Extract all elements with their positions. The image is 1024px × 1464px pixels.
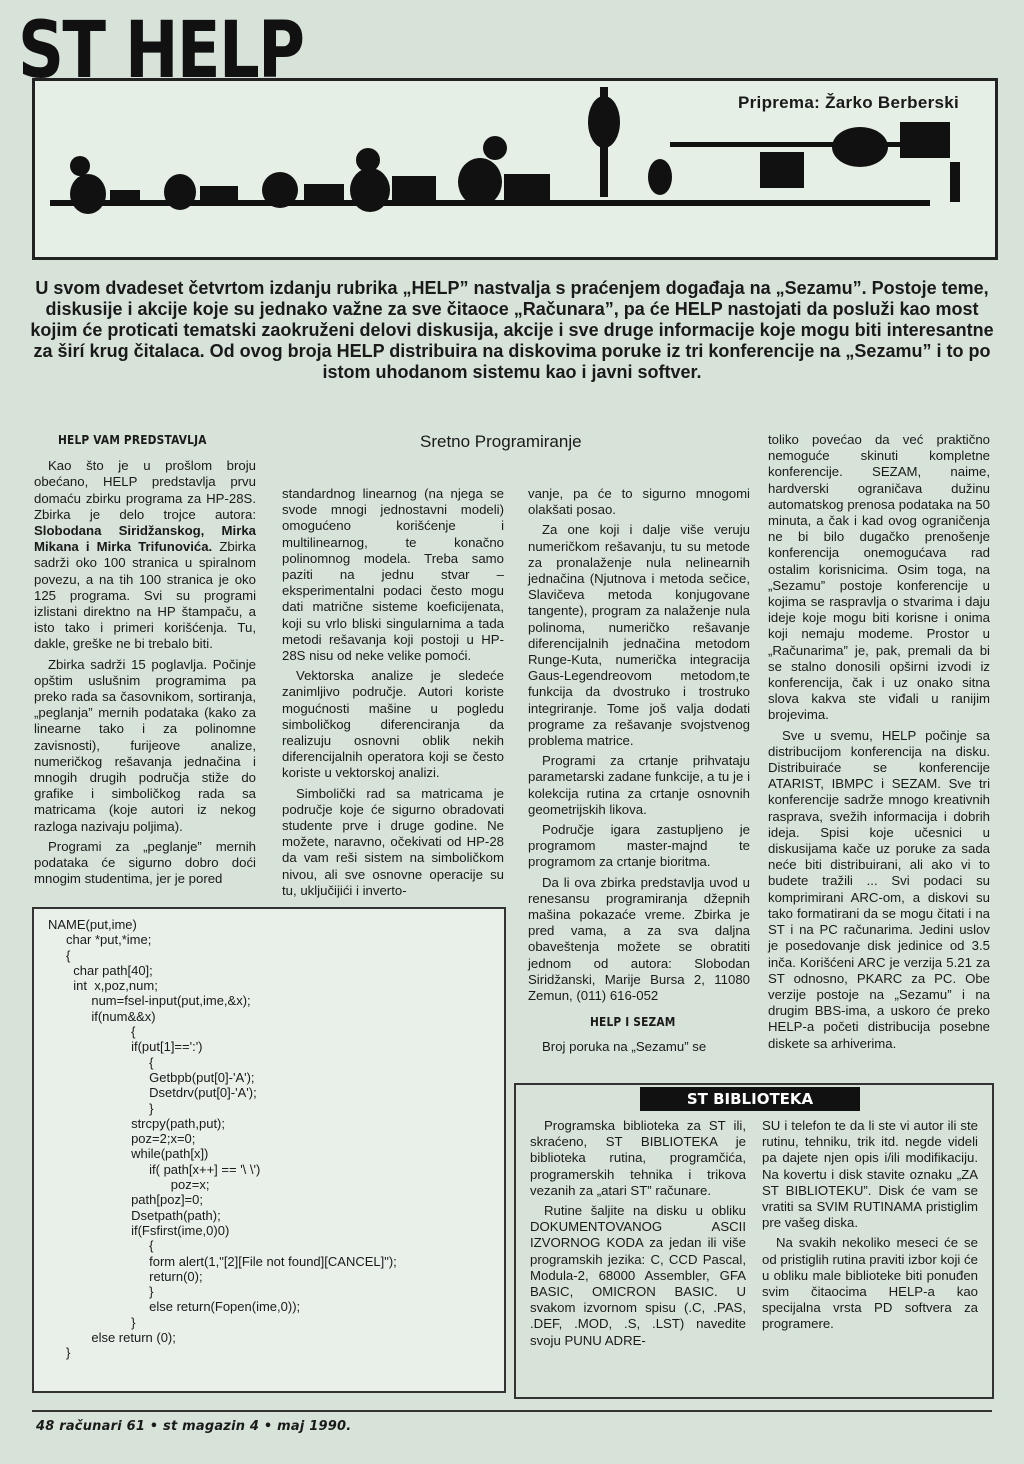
code-line: char path[40]; [48, 962, 153, 978]
code-line: else return(Fopen(ime,0)); [48, 1299, 301, 1315]
code-line: Dsetpath(path); [48, 1207, 221, 1223]
code-line: while(path[x]) [48, 1146, 209, 1162]
code-listing [34, 909, 504, 1361]
intro-paragraph: U svom dvadeset četvrtom izdanju rubrika „HELP” nastvalja s praćenjem događaja na „Sezamu”. Postoje teme, diskusije i akcije koje su jednako važne za sve čitaoce „Računara”, pa će HELP nastojati da posluži kao most kojim će proticati tematski zaokruženi delovi diskusija, akcije i sve druge informacije koje mogu biti interesantne za širí krug čitalaca. Od ovog broja HELP distribuira na diskovima poruke iz tri konferencije na „Sezamu” i to po istom uhodanom sistemu kao i javni softver. [30, 278, 994, 382]
code-line: poz=2;x=0; [48, 1131, 196, 1147]
code-line: NAME(put,ime) [48, 917, 137, 932]
code-line: if( path[x++] == '\ \') [48, 1161, 261, 1177]
code-line: int x,poz,num; [48, 978, 158, 994]
paragraph: Broj poruka na „Sezamu” se [542, 1038, 707, 1054]
code-line: if(Fsfirst(ime,0)0) [48, 1222, 230, 1238]
column-4 [768, 432, 990, 1056]
biblioteka-right-column [762, 1118, 978, 1337]
code-listing-box [32, 907, 506, 1393]
column-1 [34, 432, 256, 891]
code-line: if(put[1]==':') [48, 1039, 203, 1055]
paragraph: Vektorska analize je sledeće zanimljivo područje. Autori koriste mogućnosti mašine u pogledu simboličkog diferenciranja da realizuju osnovni oblik nekih diferencijalnih operatora koji se često koriste u vektorskoj analizi. [282, 668, 504, 781]
paragraph: Da li ova zbirka predstavlja uvod u renesansu programiranja džepnih mašina pokazaće vreme. Zbirka je pred vama, a za sva daljna obaveštenja možete se obratiti jednom od autora: Slobodan Siridžanski, Marije Bursa 2, 11080 Zemun, (011) 616-052 [528, 874, 750, 1004]
paragraph: SU i telefon te da li ste vi autor ili ste rutinu, tehniku, trik itd. negde videli pa dajete njen opis i/ili modifikaciju. Na kovertu i disk stavite oznaku „ZA ST BIBLIOTEKU”. Disk će vam se vratiti sa SVIM RUTINAMA pristiglim pre vašeg diska. [762, 1118, 978, 1231]
code-line: if(num&&x) [48, 1008, 156, 1024]
page-title: ST HELP [18, 6, 304, 96]
code-line: { [48, 1024, 136, 1040]
paragraph: Sve u svemu, HELP počinje sa distribucijom konferencija na disku. Distribuiraće se konferencije ATARIST, IBMPC i SEZAM. Sve tri konferencije sadrže mnogo kreativnih rasprava, svežih informacija i dobrih ideja. Spisi koje učesnici u diskusijama kače uz poruke za sada neće biti distribuirani, ali ako vi to budete tražili ... Svi podaci su komprimirani ARC-om, a diskovi su tako formatirani da se mogu čitati i na ST i na PC računarima. Jedini uslov je posedovanje disk jedinice od 3.5 inča. Korišćeni ARC je verzija 5.21 za ST odnosno, PKARC za PC. Obe verzije postoje na „Sezamu” i na drugim BBS-ima, a uskoro će preko HELP-a početi distribucija posebne diskete sa arhiverima. [768, 727, 990, 1051]
code-line: { [48, 1238, 154, 1254]
code-line: } [48, 1314, 136, 1330]
code-line: char *put,*ime; [48, 932, 152, 948]
paragraph: Programska biblioteka za ST ili, skraćeno, ST BIBLIOTEKA je biblioteka rutina, programčića, programerskih tehnika i trikova vezanih za „atari ST” računare. [530, 1118, 746, 1198]
code-line: poz=x; [48, 1177, 210, 1193]
paragraph: Kao što je u prošlom broju obećano, HELP predstavlja prvu domaću zbirku programa za HP-28S. Zbirka je delo trojce autora: Slobodana Siridžanskog, Mirka Mikana i Mirka Trifunovića. Zbirka sadrži oko 100 stranica u spiralnom povezu, a na tih 100 stranica je oko 125 programa. Svi su programi izlistani direktno na HP štampaču, a isto tako i primeri korišćenja. Tu, dakle, greške ne bi trebalo biti. [34, 458, 257, 652]
column-2 [282, 486, 504, 903]
code-line: form alert(1,"[2][File not found][CANCEL]"); [48, 1253, 397, 1269]
paragraph: standardnog linearnog (na njega se svode mnogi jednostavni modeli) omogućeno korišćenje i multilinearnog, te konačno polinomnog modela. Treba samo paziti na jednu stvar – eksperimentalni podaci često mogu dati matrične sisteme koeficijenata, koji su vrlo bliski singularnima a tada metodi rešavanja koji postoji u HP-28S nisu od neke velike pomoći. [282, 486, 504, 664]
paragraph: toliko povećao da već praktično nemoguće skinuti kompletne konferencije. SEZAM, naime, hardverski ograničava dužinu automatskog prenosa podataka na 50 minuta, a čak i kad ovog ograničenja ne bi bilo dugačko prenošenje konferencija onemogućava rad ostalim korisnicima. Osim toga, na „Sezamu” postoje konferencije u kojima se raspravlja o stvarima i daju ideje koje mogu biti korisne i onima koji nemaju modeme. Prostor u „Računarima” je, pak, premali da bi se stalno donosili opširni izvodi iz konferencija, čak i uz onako sitna slova kakva ste viđali u ranijim brojevima. [768, 432, 990, 723]
code-line: Dsetdrv(put[0]-'A'); [48, 1085, 257, 1101]
st-biblioteka-title: ST BIBLIOTEKA [640, 1087, 860, 1111]
code-line: { [48, 947, 71, 963]
paragraph: Simbolički rad sa matricama je područje koje će sigurno obradovati studente prve i druge godine. Ne možete, naravno, očekivati od HP-28 da vam reši sistem na simboličkom nivou, ali sve osnovne operacije su tu, uključijići i inverto- [282, 785, 504, 898]
code-line: num=fsel-input(put,ime,&x); [48, 993, 251, 1009]
paragraph: Na svakih nekoliko meseci će se od pristiglih rutina praviti izbor koji će u obliku male biblioteke biti ponuđen svim čitaocima HELP-a kao specijalna vrsta PD softvera za programere. [762, 1235, 978, 1332]
authors-names: Slobodana Siridžanskog, Mirka Mikana i Mirka Trifunovića. [34, 523, 256, 555]
code-line: else return (0); [48, 1330, 176, 1346]
footer-rule [32, 1410, 992, 1412]
paragraph: Rutine šaljite na disku u obliku DOKUMENTOVANOG ASCII IZVORNOG KODA za jedan ili više programskih jezika: C, CCD Pascal, Modula-2, 68000 Assembler, GFA BASIC, OMICRON BASIC. U svakom izvornom spisu (.C, .PAS, .DEF, .MOD, .S, .LST) navedite svoju PUNU ADRE- [530, 1203, 746, 1348]
section-heading: HELP I SEZAM [590, 1014, 676, 1030]
biblioteka-left-column [530, 1118, 746, 1353]
code-line: } [48, 1100, 154, 1116]
section-heading: HELP VAM PREDSTAVLJA [58, 432, 207, 447]
paragraph: Za one koji i dalje više veruju numeričkom rešavanju, tu su metode za pronalaženje nula nelinearnih jednačina (Njutnova i metoda sečice, Slavičeva metoda konjugovane tangente), program za nalaženje nula polinoma, numeričko rešavanje diferencijalnih jednačina metodom Runge-Kuta, numerička integracija Gaus-Legendreovom metodom,te funkcija da dvostruko i trostruko integriranje. Tome još valja dodati programe za rešavanje svojstvenog problema matrice. [528, 522, 750, 749]
paragraph: Zbirka sadrži 15 poglavlja. Počinje opštim uslušnim programima pa preko rada sa časovnikom, sortiranja, „peglanja” mernih podataka (kako za linearne tako i za polinomne zavisnosti), furijeove analize, numeričkog rešavanja jednačina i mnogih drugih područja stiže do grafike i simboličkog rada sa matricama (koje autori iz nekog razloga nazivaju poljima). [34, 656, 256, 834]
paragraph: Područje igara zastupljeno je programom master-majnd te programom za crtanje bioritma. [528, 822, 750, 870]
column-3 [528, 486, 750, 1059]
code-line: } [48, 1345, 71, 1361]
section-subtitle: Sretno Programiranje [420, 432, 582, 451]
paragraph: Programi za „peglanje” mernih podataka će sigurno dobro doći mnogim studentima, jer je pored [34, 838, 256, 887]
code-line: path[poz]=0; [48, 1192, 203, 1208]
code-line: { [48, 1054, 154, 1070]
code-line: Getbpb(put[0]-'A'); [48, 1069, 255, 1085]
paragraph: Programi za crtanje prihvataju parametarski zadane funkcije, a tu je i kolekcija rutina za crtanje osnovnih geometrijskih likova. [528, 753, 750, 817]
page-footer: 48 računari 61 • st magazin 4 • maj 1990. [36, 1419, 352, 1434]
code-line: strcpy(path,put); [48, 1115, 225, 1131]
paragraph: vanje, pa će to sigurno mnogomi olakšati posao. [528, 486, 750, 518]
code-line: return(0); [48, 1268, 203, 1284]
code-line: } [48, 1284, 154, 1300]
author-credit: Priprema: Žarko Berberski [738, 93, 960, 112]
